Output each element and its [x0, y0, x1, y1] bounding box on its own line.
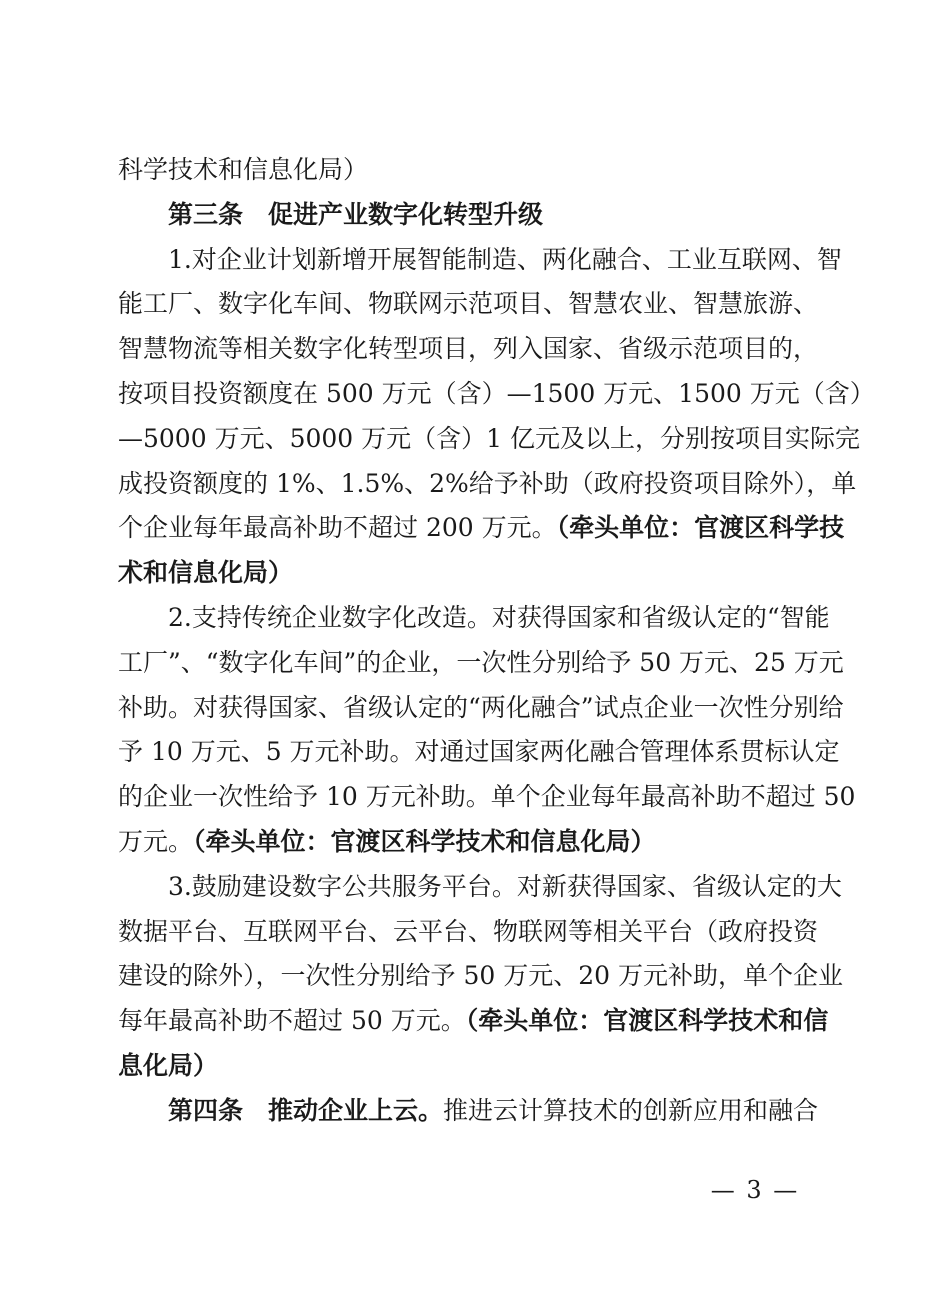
page-number: — 3 — [710, 1176, 800, 1204]
lead-unit-note: （牵头单位：官渡区科学技 [556, 513, 845, 543]
text-line-16-body: 万元。 [118, 826, 194, 856]
text-line-5: 智慧物流等相关数字化转型项目，列入国家、省级示范项目的， [118, 334, 819, 364]
article-4-heading: 第四条 推动企业上云。 [168, 1095, 444, 1125]
article-4-body: 推进云计算技术的创新应用和融合 [443, 1095, 819, 1125]
text-line-20 [118, 999, 829, 1044]
text-line-16 [118, 820, 808, 865]
text-line-13: 补助。对获得国家、省级认定的“两化融合”试点企业一次性分别给 [118, 692, 844, 722]
text-line-9 [118, 506, 845, 551]
text-line-1: 科学技术和信息化局） [118, 155, 369, 184]
text-line-10: 术和信息化局） [118, 558, 294, 588]
text-line-6: 按项目投资额度在 500 万元（含）—1500 万元、1500 万元（含） [118, 378, 875, 408]
text-line-18: 数据平台、互联网平台、云平台、物联网等相关平台（政府投资 [118, 916, 819, 946]
lead-unit-note: （牵头单位：官渡区科学技术和信息化局） [193, 826, 656, 856]
text-line-3: 1.对企业计划新增开展智能制造、两化融合、工业互联网、智 [168, 244, 842, 274]
text-line-9-body: 个企业每年最高补助不超过 200 万元。 [118, 513, 557, 543]
text-line-20-body: 每年最高补助不超过 50 万元。 [118, 1006, 466, 1036]
text-line-19: 建设的除外），一次性分别给予 50 万元、20 万元补助，单个企业 [118, 961, 843, 991]
text-line-4: 能工厂、数字化车间、物联网示范项目、智慧农业、智慧旅游、 [118, 289, 819, 319]
text-line-15: 的企业一次性给予 10 万元补助。单个企业每年最高补助不超过 50 [118, 782, 856, 812]
text-line-11: 2.支持传统企业数字化改造。对获得国家和省级认定的“智能 [168, 602, 830, 632]
text-line-8: 成投资额度的 1%、1.5%、2%给予补助（政府投资项目除外），单 [118, 468, 857, 498]
text-line-7: —5000 万元、5000 万元（含）1 亿元及以上，分别按项目实际完 [118, 423, 860, 453]
lead-unit-note: （牵头单位：官渡区科学技术和信 [465, 1006, 829, 1036]
article-4-line [118, 1089, 819, 1134]
text-line-21: 息化局） [118, 1050, 219, 1080]
text-line-17: 3.鼓励建设数字公共服务平台。对新获得国家、省级认定的大 [168, 871, 842, 901]
text-line-12: 工厂”、“数字化车间”的企业，一次性分别给予 50 万元、25 万元 [118, 647, 844, 677]
article-3-heading: 第三条 促进产业数字化转型升级 [168, 199, 544, 229]
document-page [118, 148, 875, 1134]
text-line-14: 予 10 万元、5 万元补助。对通过国家两化融合管理体系贯标认定 [118, 737, 840, 767]
